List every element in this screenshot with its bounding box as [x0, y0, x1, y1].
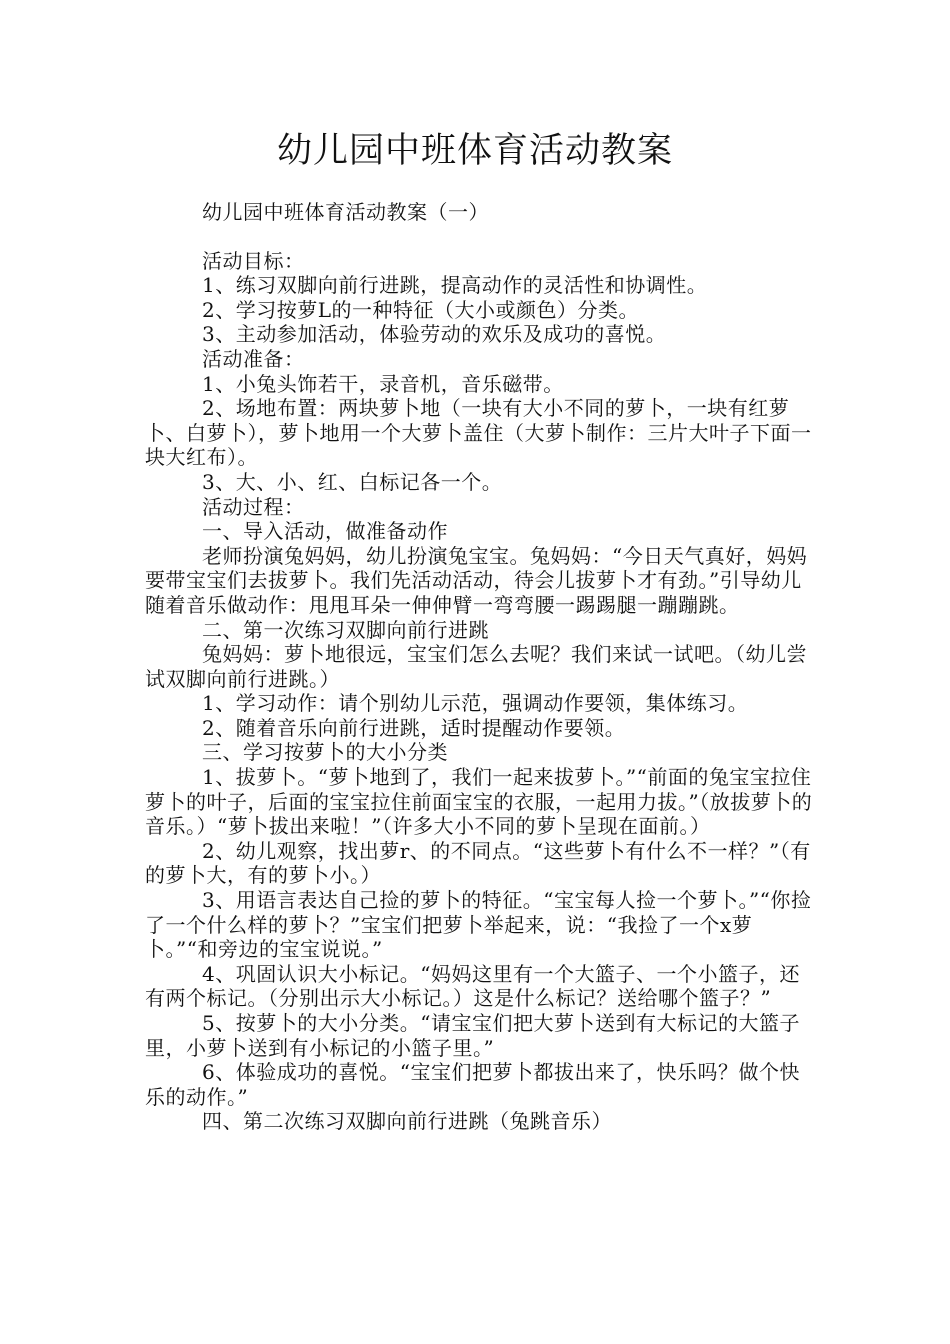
- paragraph: 一、导入活动，做准备动作: [202, 519, 448, 544]
- paragraph: 6、体验成功的喜悦。“宝宝们把萝卜都拔出来了，快乐吗？做个快乐的动作。”: [145, 1060, 800, 1109]
- paragraph: 3、主动参加活动，体验劳动的欢乐及成功的喜悦。: [202, 322, 667, 347]
- paragraph: 2、随着音乐向前行进跳，适时提醒动作要领。: [202, 715, 626, 740]
- paragraph: 2、场地布置：两块萝卜地（一块有大小不同的萝卜，一块有红萝卜、白萝卜），萝卜地用一个大萝卜盖住（大萝卜制作：三片大叶子下面一块大红布）。: [145, 396, 812, 470]
- paragraph: 二、第一次练习双脚向前行进跳: [202, 617, 489, 642]
- paragraph: 1、小兔头饰若干，录音机，音乐磁带。: [202, 371, 564, 396]
- paragraph: 5、按萝卜的大小分类。“请宝宝们把大萝卜送到有大标记的大篮子里，小萝卜送到有小标记的小篮子里。”: [145, 1011, 800, 1060]
- paragraph: 1、练习双脚向前行进跳，提高动作的灵活性和协调性。: [202, 273, 708, 298]
- paragraph: 三、学习按萝卜的大小分类: [202, 740, 448, 765]
- paragraph: 3、大、小、红、白标记各一个。: [202, 469, 503, 494]
- paragraph: 1、学习动作：请个别幼儿示范，强调动作要领，集体练习。: [202, 691, 749, 716]
- paragraph: 1、拔萝卜。“萝卜地到了，我们一起来拔萝卜。”“前面的兔宝宝拉住萝卜的叶子，后面的宝宝拉住前面宝宝的衣服，一起用力拔。”（放拔萝卜的音乐。）“萝卜拔出来啦！”（许多大小不同的萝卜呈现在面前。）: [145, 765, 813, 839]
- paragraph: 四、第二次练习双脚向前行进跳（兔跳音乐）: [202, 1109, 612, 1134]
- section-heading: 幼儿园中班体育活动教案（一）: [202, 200, 489, 224]
- paragraph: 活动过程：: [202, 494, 305, 519]
- paragraph: 2、学习按萝L的一种特征（大小或颜色）分类。: [202, 297, 640, 322]
- paragraph: 兔妈妈：萝卜地很远，宝宝们怎么去呢？我们来试一试吧。（幼儿尝试双脚向前行进跳。）: [145, 642, 807, 691]
- document-title: 幼儿园中班体育活动教案: [276, 131, 673, 171]
- paragraph: 2、幼儿观察，找出萝r、的不同点。“这些萝卜有什么不一样？”（有的萝卜大，有的萝卜小。）: [145, 838, 811, 888]
- paragraph: 3、用语言表达自己捡的萝卜的特征。“宝宝每人捡一个萝卜。”“你捡了一个什么样的萝卜？”宝宝们把萝卜举起来，说：“我捡了一个x萝卜。”“和旁边的宝宝说说。”: [145, 888, 812, 962]
- paragraph: 活动目标：: [202, 248, 305, 273]
- paragraph: 老师扮演兔妈妈，幼儿扮演兔宝宝。兔妈妈：“今日天气真好，妈妈要带宝宝们去拔萝卜。我们先活动活动，待会儿拔萝卜才有劲。”引导幼儿随着音乐做动作：甩甩耳朵一伸伸臂一弯弯腰一踢踢腿一蹦蹦跳。: [145, 543, 808, 617]
- paragraph: 活动准备：: [202, 346, 305, 371]
- paragraph: 4、巩固认识大小标记。“妈妈这里有一个大篮子、一个小篮子，还有两个标记。（分别出示大小标记。）这是什么标记？送给哪个篮子？”: [145, 961, 800, 1011]
- document-body: [145, 200, 815, 1134]
